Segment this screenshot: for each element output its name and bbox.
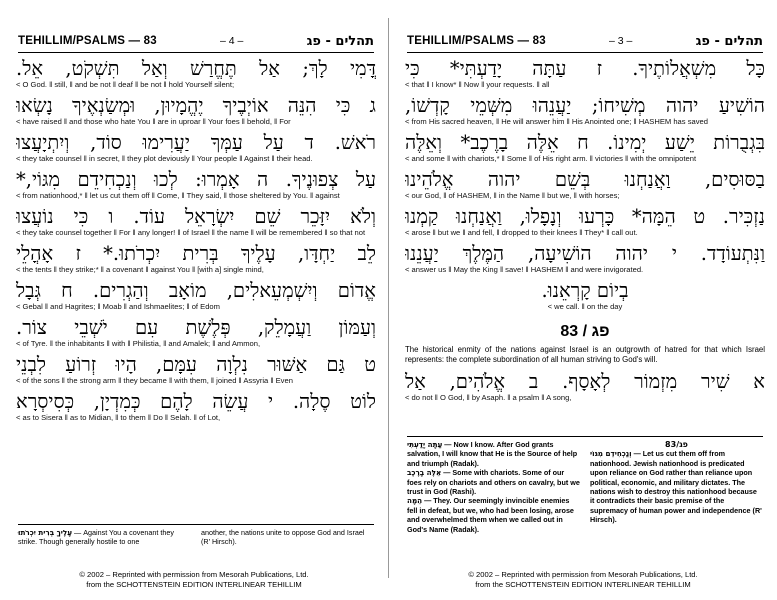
hebrew-text: נַזְכִּיר. ט הֵמָּה* כָּרְעוּ וְנָפָלוּ, וַאֲנַחְנוּ קַמְנוּ	[405, 206, 765, 228]
commentary-lemma: עַתָּה יָדַעְתִּי	[407, 440, 443, 449]
page-header	[407, 32, 763, 50]
credit-line: from the SCHOTTENSTEIN EDITION INTERLINEAR TEHILLIM	[475, 580, 691, 589]
english-gloss: < from nationhood,* ‖ let us cut them off ‖ Come, ‖ They said, ‖ those sheltered by You. ‖ against	[16, 191, 340, 200]
verse-line	[16, 95, 376, 132]
header-title: TEHILLIM/PSALMS — 83	[407, 35, 546, 47]
hebrew-text: ג כִּי הִנֵּה אוֹיְבֶיךָ יֶהֱמָיוּן, וּמְשַׂנְאֶיךָ נָשְׂאוּ	[16, 95, 376, 117]
hebrew-text: עַל צְפוּנֶיךָ. ה אָמְרוּ: לְכוּ וְנַכְחִידֵם מִגּוֹי,*	[16, 169, 376, 191]
english-gloss: < our God, ‖ of HASHEM, ‖ in the Name ‖ but we, ‖ with horses;	[405, 191, 620, 200]
english-gloss: < arose ‖ but we ‖ and fell, ‖ dropped to their knees ‖ They* ‖ call out.	[405, 228, 638, 237]
commentary-column	[201, 528, 374, 547]
hebrew-text: א שִׁיר מִזְמוֹר לְאָסָף. ב אֱלֹהִים, אַל	[405, 371, 765, 393]
verse-list	[405, 58, 765, 408]
verse-line	[16, 354, 376, 391]
commentary-lemma: עָלֶיךָ בְּרִית יִכְרֹתוּ	[18, 528, 73, 537]
commentary	[407, 440, 763, 534]
english-gloss: < answer us ‖ May the King ‖ save! ‖ HASHEM ‖ and were invigorated.	[405, 265, 644, 274]
english-gloss: < do not ‖ O God, ‖ by Asaph. ‖ a psalm ‖ A song,	[405, 393, 572, 402]
credit-line: from the SCHOTTENSTEIN EDITION INTERLINEAR TEHILLIM	[86, 580, 302, 589]
verse-line	[16, 280, 376, 317]
hebrew-text: לוֹט סֶלָה. י עֲשֵׂה לָהֶם כְּמִדְיָן, כְּסִיסְרָא	[16, 391, 376, 413]
english-gloss: < from His sacred heaven, ‖ He will answer him ‖ His Anointed one; ‖ HASHEM has saved	[405, 117, 708, 126]
verse-line	[16, 391, 376, 428]
copyright-credit	[0, 570, 388, 590]
hebrew-text: הוֹשִׁיעַ יהוה מְשִׁיחוֹ; יַעֲנֵהוּ מִשְּׁמֵי קָדְשׁוֹ,	[405, 95, 765, 117]
hebrew-text: לֵב יַחְדָּו, עָלֶיךָ בְּרִית יִכְרֹתוּ.* ז אָהֳלֵי	[16, 243, 376, 265]
english-gloss: < they take counsel together ‖ For ‖ any longer! ‖ of Israel ‖ the name ‖ will be remembered ‖ so that not	[16, 228, 366, 237]
commentary-column	[590, 440, 763, 534]
commentary-column	[18, 528, 191, 547]
hebrew-text: בְיוֹם קָרְאֵנוּ.	[541, 280, 629, 302]
commentary-text: — Against You a covenant they strike. Though generally hostile to one	[18, 528, 174, 547]
commentary-lemma: הֵמָּה	[407, 496, 423, 506]
verse-line	[16, 206, 376, 243]
verse-line	[405, 280, 765, 317]
commentary-divider	[407, 436, 763, 437]
verse-line	[405, 169, 765, 206]
commentary	[18, 528, 374, 547]
english-gloss: < as to Sisera ‖ as to Midian, ‖ to them ‖ Do ‖ Selah. ‖ of Lot,	[16, 413, 221, 422]
header-hebrew-title: תהלים - פג	[306, 33, 374, 49]
commentary-text: — Now I know. After God grants salvation, I will know that He is the Source of help and triumph (Radak).	[407, 440, 578, 468]
page-number: – 4 –	[220, 35, 244, 47]
hebrew-text: כָּל מִשְׁאֲלוֹתֶיךָ. ז עַתָּה יָדַעְתִּי* כִּי	[405, 58, 765, 80]
left-page	[0, 0, 388, 600]
hebrew-text: בַסּוּסִים, וַאֲנַחְנוּ בְּשֵׁם יהוה אֱלֹהֵינוּ	[405, 169, 765, 191]
verse-line	[16, 243, 376, 280]
verse-line	[405, 206, 765, 243]
verse-line	[405, 95, 765, 132]
english-gloss: < Gebal ‖ and Hagrites; ‖ Moab ‖ and Ishmaelites; ‖ of Edom	[16, 302, 220, 311]
hebrew-text: בִּגְבֻרוֹת יֵשַׁע יְמִינוֹ. ח אֵלֶּה בָרֶכֶב* וְאֵלֶּה	[405, 132, 765, 154]
commentary-text: another, the nations unite to oppose God and Israel (R' Hirsch).	[201, 528, 365, 547]
english-gloss: < have raised ‖ and those who hate You ‖ are in uproar ‖ Your foes ‖ behold, ‖ For	[16, 117, 291, 126]
chapter-number: פג / 83	[560, 323, 610, 340]
credit-line: © 2002 – Reprinted with permission from Mesorah Publications, Ltd.	[468, 570, 698, 579]
english-gloss: < that ‖ I know* ‖ Now ‖ your requests. ‖ all	[405, 80, 550, 89]
hebrew-text: אֱדוֹם וְיִשְׁמְעֵאלִים, מוֹאָב וְהַגְרִים. ח גְּבָל	[16, 280, 376, 302]
verse-line	[405, 243, 765, 280]
header-divider	[407, 52, 763, 53]
hebrew-text: וְלֹא יִזָּכֵר שֵׁם יִשְׂרָאֵל עוֹד. ו כִּי נוֹעֲצוּ	[16, 206, 376, 228]
copyright-credit	[389, 570, 777, 590]
commentary-lemma: אֵלֶּה בָרֶכֶב	[407, 468, 442, 478]
verse-line	[405, 132, 765, 169]
commentary-title: פג/83	[665, 440, 688, 449]
commentary-text: — Some with chariots. Some of our foes rely on chariots and others on cavalry, but we trust in God (Rashi).	[407, 468, 580, 497]
english-gloss: < and some ‖ with chariots,* ‖ Some ‖ of His right arm. ‖ victories ‖ with the omnipotent	[405, 154, 697, 163]
hebrew-text: ט גַּם אַשּׁוּר נִלְוָה עִמָּם, הָיוּ זְרוֹעַ לִבְנֵי	[16, 354, 376, 376]
english-gloss: < the tents ‖ they strike;* ‖ a covenant ‖ against You ‖ [with a] single mind,	[16, 265, 264, 274]
hebrew-text: דֳּמִי לָךְ; אַל תֶּחֱרַשׁ וְאַל תִּשְׁקֹט, אֵל.	[16, 58, 376, 80]
commentary-divider	[18, 524, 374, 525]
verse-line	[16, 317, 376, 354]
english-gloss: < we call. ‖ on the day	[547, 302, 623, 311]
header-title: TEHILLIM/PSALMS — 83	[18, 35, 157, 47]
chapter-intro: The historical enmity of the nations against Israel is an outgrowth of hatred for that which Israel represents: the complete subordination of all human striving to God's will.	[405, 345, 765, 364]
english-gloss: < of Tyre. ‖ the inhabitants ‖ with ‖ Philistia, ‖ and Amalek; ‖ and Ammon,	[16, 339, 261, 348]
english-gloss: < of the sons ‖ the strong arm ‖ they became ‖ with them, ‖ joined ‖ Assyria ‖ Even	[16, 376, 293, 385]
hebrew-text: רֹאשׁ. ד עַל עַמְּךָ יַעֲרִימוּ סוֹד, וְיִתְיָעֲצוּ	[16, 132, 376, 154]
verse-line	[16, 58, 376, 95]
english-gloss: < they take counsel ‖ in secret, ‖ they plot deviously ‖ Your people ‖ Against ‖ their head.	[16, 154, 313, 163]
header-divider	[18, 52, 374, 53]
commentary-text: — Let us cut them off from nationhood. Jewish nationhood is predicated upon reliance on God rather than reliance upon political, economic, and military dictates. The nations wish to destroy this nationhood because it contradicts their basic premise of the supremacy of human power and independence (R' Hirsch).	[590, 449, 762, 525]
hebrew-text: וַנִּתְעוֹדָד. י יהוה הוֹשִׁיעָה, הַמֶּלֶךְ יַעֲנֵנוּ	[405, 243, 765, 265]
page-number: – 3 –	[609, 35, 633, 47]
header-hebrew-title: תהלים - פג	[695, 33, 763, 49]
commentary-lemma: וְנַכְחִידֵם מִגּוֹי	[590, 449, 632, 459]
verse-line	[405, 58, 765, 95]
english-gloss: < O God. ‖ still, ‖ and be not ‖ deaf ‖ be not ‖ hold Yourself silent;	[16, 80, 235, 89]
hebrew-text: וְעַמּוֹן וַעֲמָלֵק, פְּלֶשֶׁת עִם יֹשְׁבֵי צוֹר.	[16, 317, 376, 339]
verse-line	[405, 371, 765, 408]
verse-line	[16, 132, 376, 169]
verse-line	[16, 169, 376, 206]
commentary-text: — They. Our seemingly invincible enemies fell in defeat, but we, who had been losing, arose and overwhelmed them when we called out in God's Name (Radak).	[407, 496, 574, 534]
verse-list	[16, 58, 376, 428]
page-header	[18, 32, 374, 50]
commentary-column	[407, 440, 580, 534]
credit-line: © 2002 – Reprinted with permission from Mesorah Publications, Ltd.	[79, 570, 309, 579]
right-page	[389, 0, 777, 600]
